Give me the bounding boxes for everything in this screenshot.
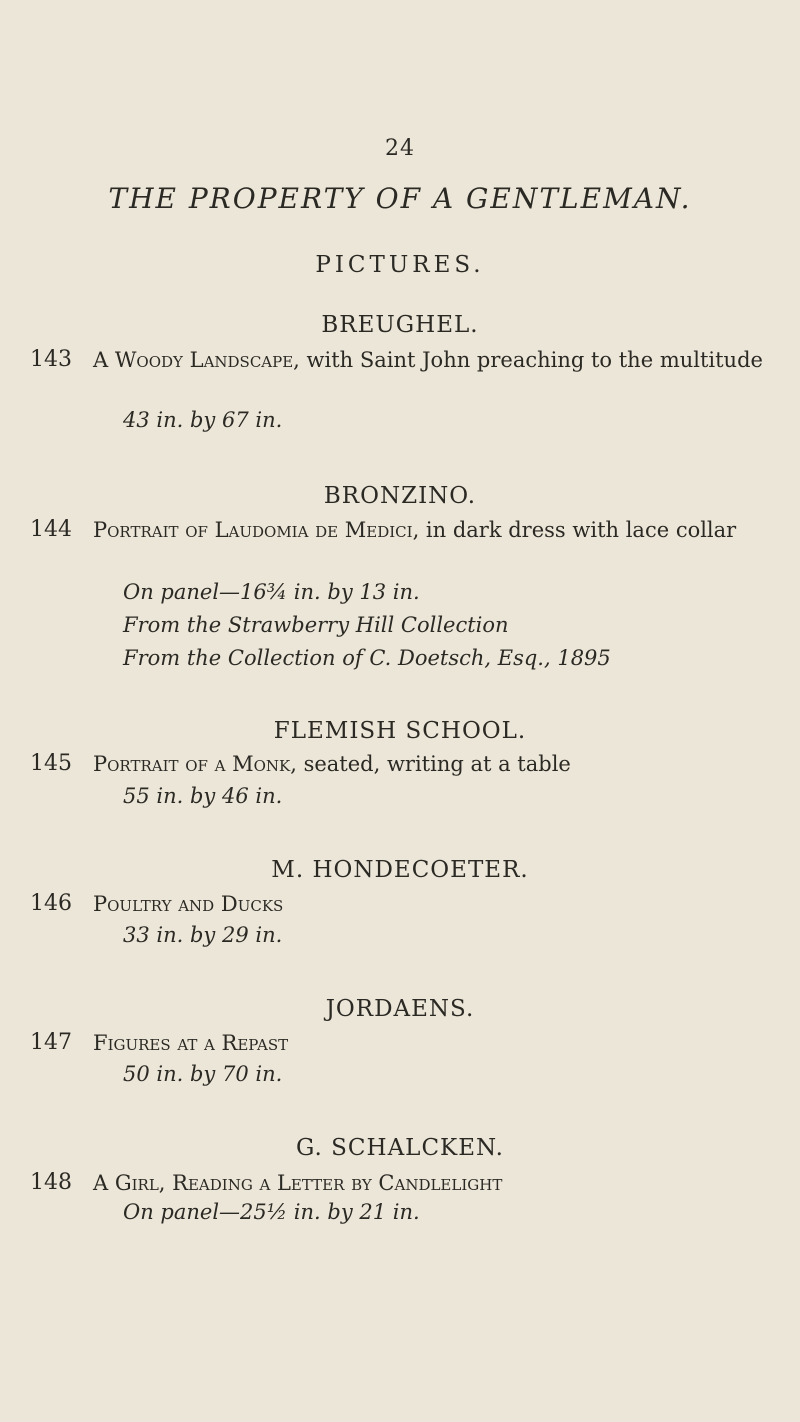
artist-name: JORDAENS. [325,996,475,1022]
lot-title [93,889,783,919]
lot-title [93,1028,783,1058]
lot-dimensions: 33 in. by 29 in. [123,923,283,947]
lot-provenance: From the Strawberry Hill Collection [123,613,509,637]
lot-title [93,749,783,779]
page-number: 24 [385,136,415,161]
lot-title-head: Figures at a Repast [93,1031,289,1055]
artist-name: FLEMISH SCHOOL. [273,718,527,744]
consignor-heading: THE PROPERTY OF A GENTLEMAN. [108,182,692,215]
lot-title-head: A Girl, Reading a Letter by Candlelight [93,1171,503,1195]
lot-title-head: Poultry and Ducks [93,892,284,916]
lot-number: 146 [30,891,72,916]
lot-title [93,345,783,375]
lot-number: 145 [30,751,72,776]
lot-dimensions: On panel—25½ in. by 21 in. [123,1200,420,1224]
artist-name: BRONZINO. [323,483,477,509]
lot-number: 143 [30,347,72,372]
lot-title-head: Portrait of Laudomia de Medici, [93,518,420,542]
lot-number: 147 [30,1030,72,1055]
artist-name: G. SCHALCKEN. [295,1135,504,1161]
lot-dimensions: 55 in. by 46 in. [123,784,283,808]
artist-name: BREUGHEL. [321,312,479,338]
lot-title [93,515,783,545]
lot-title-rest: seated, writing at a table [296,752,571,776]
lot-title-head: A Woody Landscape, [93,348,300,372]
lot-dimensions: On panel—16¾ in. by 13 in. [123,580,420,604]
lot-number: 148 [30,1170,72,1195]
lot-number: 144 [30,517,72,542]
lot-title-rest: in dark dress with lace collar [419,518,737,542]
section-title: PICTURES. [315,252,485,278]
lot-title [93,1168,783,1198]
lot-dimensions: 50 in. by 70 in. [123,1062,283,1086]
lot-title-rest: with Saint John preaching to the multitude [299,348,763,372]
artist-name: M. HONDECOETER. [271,857,529,883]
lot-provenance: From the Collection of C. Doetsch, Esq., 1895 [123,646,611,670]
lot-dimensions: 43 in. by 67 in. [123,408,283,432]
lot-title-head: Portrait of a Monk, [93,752,297,776]
